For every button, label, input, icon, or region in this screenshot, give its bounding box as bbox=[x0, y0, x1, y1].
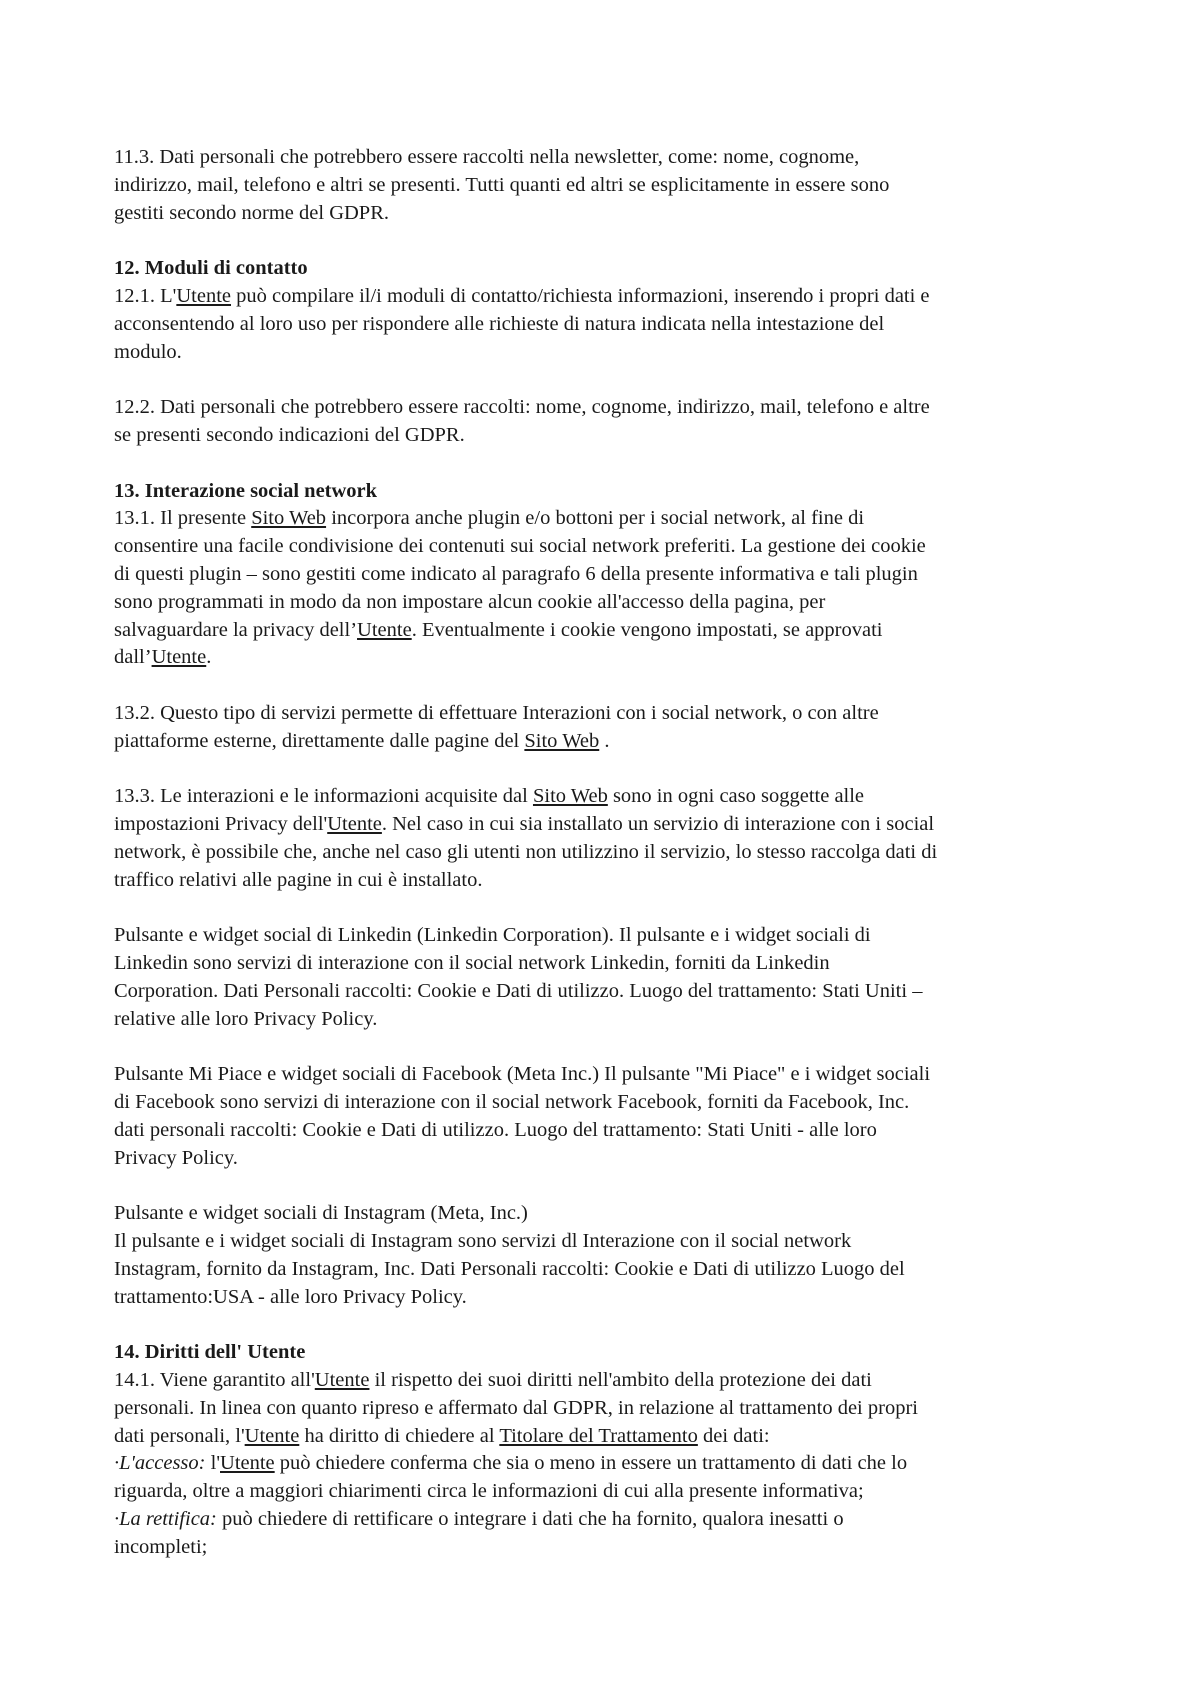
text-line: acconsentendo al loro uso per rispondere alle richieste di natura indicata nella intestazione del bbox=[114, 312, 885, 335]
paragraph-11-3 bbox=[114, 144, 1094, 227]
paragraph-13-1 bbox=[114, 505, 1094, 672]
utente-term: Utente bbox=[244, 1424, 300, 1447]
text-line: 11.3. Dati personali che potrebbero essere raccolti nella newsletter, come: nome, cognome, bbox=[114, 146, 860, 168]
utente-term: Utente bbox=[327, 813, 382, 836]
paragraph-14-1 bbox=[114, 1367, 1094, 1562]
text-line: Linkedin sono servizi di interazione con il social network Linkedin, forniti da Linkedin bbox=[114, 952, 830, 975]
text-line: Pulsante Mi Piace e widget sociali di Facebook (Meta Inc.) Il pulsante "Mi Piace" e i widget sociali bbox=[114, 1063, 931, 1086]
text-line: impostazioni Privacy dell'Utente. Nel caso in cui sia installato un servizio di interazione con i social bbox=[114, 813, 935, 836]
paragraph-12-2 bbox=[114, 394, 1094, 450]
text-line: incompleti; bbox=[114, 1535, 208, 1558]
paragraph-instagram bbox=[114, 1200, 1094, 1311]
titolare-term: Titolare del Trattamento bbox=[499, 1424, 698, 1447]
text-line: se presenti secondo indicazioni del GDPR. bbox=[114, 423, 465, 446]
text-line: riguarda, oltre a maggiori chiarimenti circa le informazioni di cui alla presente informativa; bbox=[114, 1480, 864, 1503]
text-line: dati personali raccolti: Cookie e Dati di utilizzo. Luogo del trattamento: Stati Uniti - alle loro bbox=[114, 1118, 877, 1141]
text-line: sono programmati in modo da non impostare alcun cookie all'accesso della pagina, per bbox=[114, 590, 826, 613]
text-line: Pulsante e widget sociali di Instagram (Meta, Inc.) bbox=[114, 1202, 528, 1225]
section-heading-14: 14. Diritti dell' Utente bbox=[114, 1341, 306, 1364]
text-line: Corporation. Dati Personali raccolti: Cookie e Dati di utilizzo. Luogo del trattamento: Stati Uniti – bbox=[114, 979, 923, 1002]
utente-term: Utente bbox=[357, 618, 412, 641]
text-line: trattamento:USA - alle loro Privacy Policy. bbox=[114, 1285, 467, 1308]
text-line: di Facebook sono servizi di interazione con il social network Facebook, forniti da Facebook, Inc. bbox=[114, 1091, 910, 1114]
paragraph-facebook bbox=[114, 1061, 1094, 1172]
utente-term: Utente bbox=[176, 284, 231, 307]
section-heading-13: 13. Interazione social network bbox=[114, 479, 378, 502]
text-line: ·La rettifica: può chiedere di rettificare o integrare i dati che ha fornito, qualora inesatti o bbox=[114, 1508, 844, 1531]
text-line: salvaguardare la privacy dell’Utente. Eventualmente i cookie vengono impostati, se approvati bbox=[114, 618, 883, 641]
text-line: modulo. bbox=[114, 340, 182, 363]
paragraph-13-3 bbox=[114, 783, 1094, 894]
document-page bbox=[114, 144, 1094, 1562]
text-line: dall’Utente. bbox=[114, 646, 212, 669]
text-line: Pulsante e widget social di Linkedin (Linkedin Corporation). Il pulsante e i widget sociali di bbox=[114, 924, 871, 947]
text-line: 12.1. L'Utente può compilare il/i moduli di contatto/richiesta informazioni, inserendo i propri dati e bbox=[114, 284, 930, 307]
utente-term: Utente bbox=[314, 1369, 370, 1392]
text-line: dati personali, l'Utente ha diritto di chiedere al Titolare del Trattamento dei dati: bbox=[114, 1424, 770, 1447]
utente-term: Utente bbox=[220, 1452, 275, 1475]
sito-web-term: Sito Web bbox=[251, 507, 327, 530]
accesso-label: ·L'accesso: bbox=[114, 1452, 206, 1475]
text-line: piattaforme esterne, direttamente dalle pagine del Sito Web . bbox=[114, 729, 610, 752]
text-line: gestiti secondo norme del GDPR. bbox=[114, 201, 390, 224]
paragraph-linkedin bbox=[114, 922, 1094, 1033]
text-line: Privacy Policy. bbox=[114, 1146, 238, 1169]
paragraph-13-2 bbox=[114, 700, 1094, 756]
sito-web-term: Sito Web bbox=[524, 729, 600, 752]
section-heading-12: 12. Moduli di contatto bbox=[114, 257, 308, 280]
text-line: traffico relativi alle pagine in cui è installato. bbox=[114, 868, 483, 891]
text-line: consentire una facile condivisione dei contenuti sui social network preferiti. La gestione dei cookie bbox=[114, 535, 926, 558]
text-line: 12.2. Dati personali che potrebbero essere raccolti: nome, cognome, indirizzo, mail, telefono e altre bbox=[114, 396, 930, 419]
text-line: network, è possibile che, anche nel caso gli utenti non utilizzino il servizio, lo stesso raccolga dati di bbox=[114, 840, 938, 863]
rettifica-label: ·La rettifica: bbox=[114, 1508, 217, 1531]
text-line: relative alle loro Privacy Policy. bbox=[114, 1007, 378, 1030]
text-line: Instagram, fornito da Instagram, Inc. Dati Personali raccolti: Cookie e Dati di utilizzo Luogo del bbox=[114, 1257, 905, 1280]
text-line: ·L'accesso: l'Utente può chiedere conferma che sia o meno in essere un trattamento di dati che lo bbox=[114, 1452, 908, 1475]
utente-term: Utente bbox=[151, 646, 207, 669]
text-line: 13.2. Questo tipo di servizi permette di effettuare Interazioni con i social network, o con altre bbox=[114, 701, 879, 724]
text-line: 13.3. Le interazioni e le informazioni acquisite dal Sito Web sono in ogni caso soggette alle bbox=[114, 785, 865, 808]
text-line: personali. In linea con quanto ripreso e affermato dal GDPR, in relazione al trattamento dei propri bbox=[114, 1396, 918, 1419]
text-line: 13.1. Il presente Sito Web incorpora anche plugin e/o bottoni per i social network, al fine di bbox=[114, 507, 865, 530]
text-line: di questi plugin – sono gestiti come indicato al paragrafo 6 della presente informativa e tali plugin bbox=[114, 562, 918, 585]
sito-web-term: Sito Web bbox=[532, 785, 608, 808]
text-line: 14.1. Viene garantito all'Utente il rispetto dei suoi diritti nell'ambito della protezione dei dati bbox=[114, 1369, 872, 1392]
text-line: Il pulsante e i widget sociali di Instagram sono servizi dl Interazione con il social network bbox=[114, 1230, 852, 1253]
text-line: indirizzo, mail, telefono e altri se presenti. Tutti quanti ed altri se esplicitamente in essere sono bbox=[114, 173, 890, 196]
paragraph-12-1 bbox=[114, 283, 1094, 366]
